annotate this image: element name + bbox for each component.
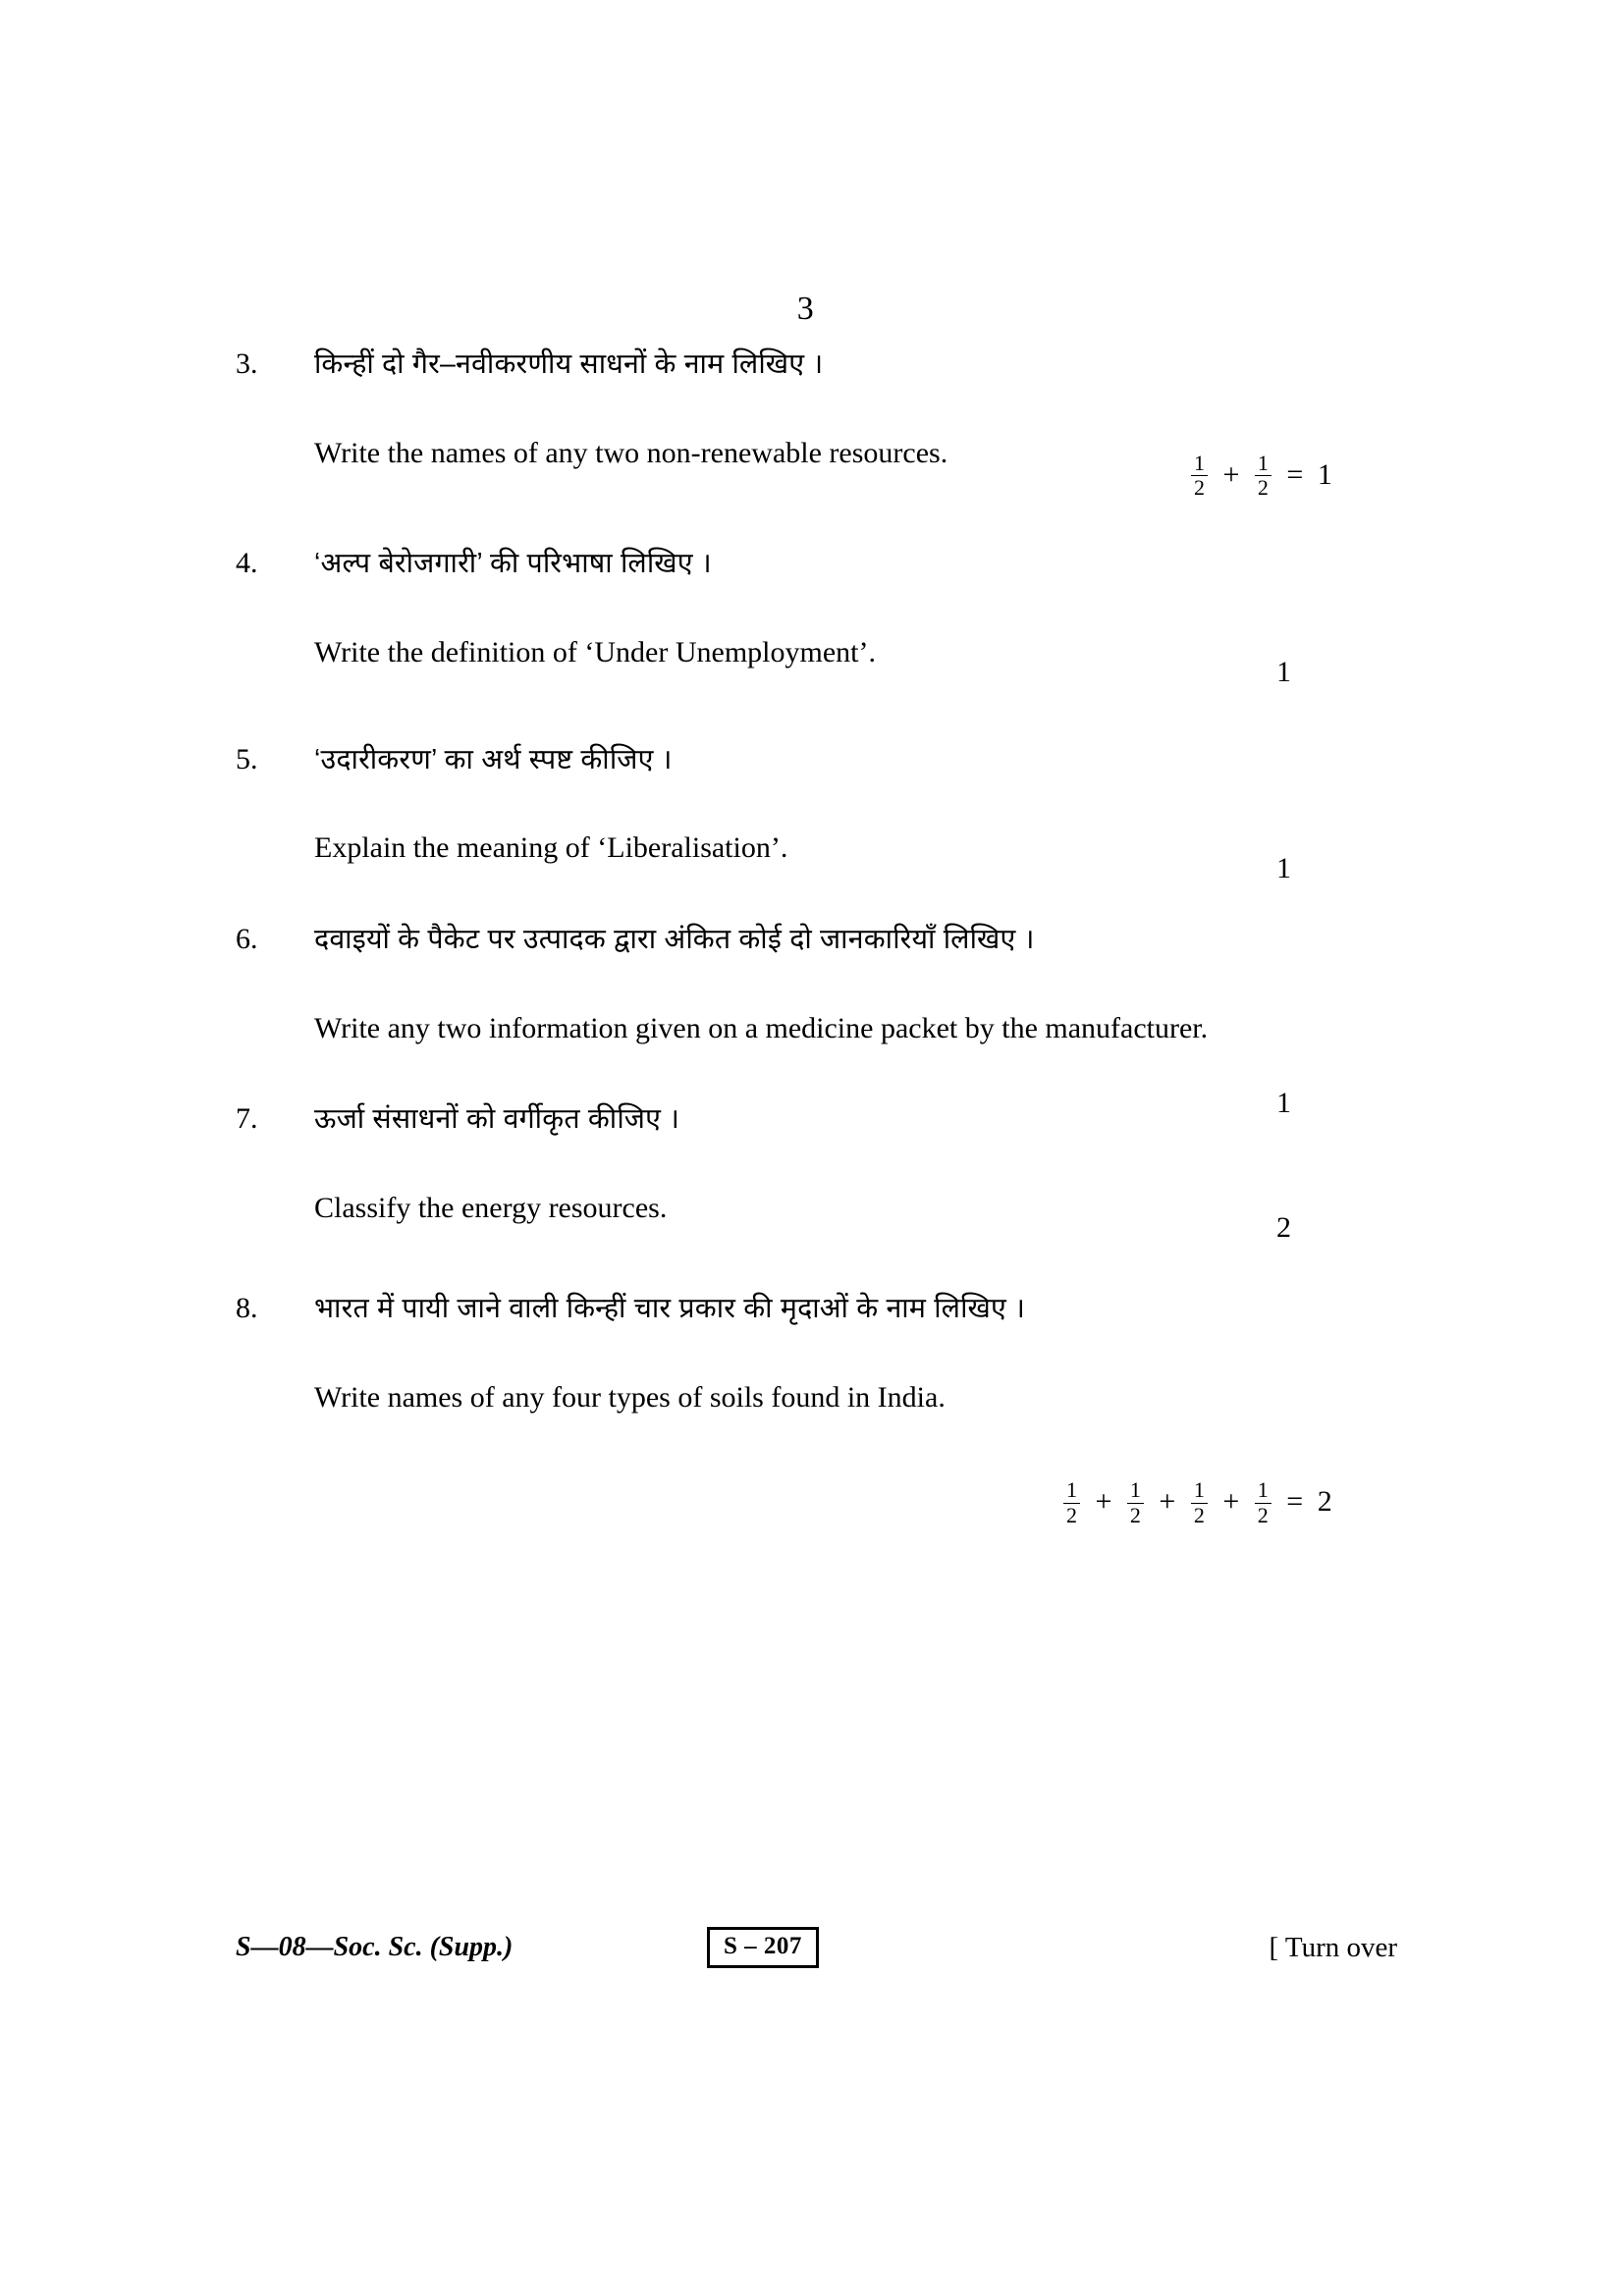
plus-sign: + [1222,1485,1240,1519]
footer-subject-code: S—08—Soc. Sc. (Supp.) [236,1932,514,1962]
question-block [236,543,1394,689]
spacer [314,1141,1394,1186]
question-text-hindi: ऊर्जा संसाधनों को वर्गीकृत कीजिए । [314,1103,680,1135]
marks-value: 1 [1276,851,1291,884]
plus-sign: + [1222,457,1240,491]
question-block [236,344,1394,501]
page-number-value: 3 [796,291,815,327]
fraction-one-half: $\frac{1}{2}$ [1191,1479,1208,1526]
question-text-hindi: दवाइयों के पैकेट पर उत्पादक द्वारा अंकित कोई दो जानकारियाँ लिखिए । [314,923,1035,955]
marks-value: 1 [1276,1086,1291,1119]
marks-total: 2 [1317,1485,1332,1519]
page-number [0,291,1623,328]
plus-sign: + [1095,1485,1112,1519]
spacer [314,961,1394,1006]
fraction-one-half: $\frac{1}{2}$ [1127,1479,1144,1526]
question-text-english: Write the names of any two non-renewable resources. [314,436,948,469]
fraction-one-half: $\frac{1}{2}$ [1255,1479,1271,1526]
question-text-english: Explain the meaning of ‘Liberalisation’. [314,831,788,865]
question-text-english: Classify the energy resources. [314,1191,668,1224]
spacer [314,585,1394,630]
question-text-english: Write names of any four types of soils found in India. [314,1381,946,1414]
question-number: 4. [236,547,258,580]
paper-code-box: S – 207 [707,1927,819,1968]
question-number: 7. [236,1102,258,1135]
question-text-hindi: ‘अल्प बेरोजगारी’ की परिभाषा लिखिए । [314,548,712,580]
marks-value [1190,451,1386,501]
plus-sign: + [1159,1485,1176,1519]
fraction-one-half: $\frac{1}{2}$ [1191,453,1208,500]
question-text-hindi: किन्हीं दो गैर–नवीकरणीय साधनों के नाम लिखिए । [314,348,824,380]
question-number: 6. [236,922,258,955]
question-block [236,739,1394,884]
question-block [236,1288,1394,1527]
footer-paper-code [707,1927,819,1968]
question-number: 3. [236,347,258,380]
question-text-english: Write the definition of ‘Under Unemployment’. [314,636,876,668]
footer-turn-over: [ Turn over [1269,1932,1397,1963]
question-block [236,1098,1394,1244]
spacer [314,780,1394,826]
marks-total: 1 [1317,457,1332,491]
question-text-english: Write any two information given on a medicine packet by the manufacturer. [314,1011,1209,1044]
spacer [314,386,1394,431]
question-text-hindi: ‘उदारीकरण’ का अर्थ स्पष्ट कीजिए । [314,743,673,775]
question-text-hindi: भारत में पायी जाने वाली किन्हीं चार प्रकार की मृदाओं के नाम लिखिए । [314,1293,1026,1325]
fraction-one-half: $\frac{1}{2}$ [1063,1479,1080,1526]
spacer [314,1330,1394,1375]
questions-container [236,344,1394,1527]
equals-sign: = [1286,1485,1304,1519]
marks-value [1062,1477,1386,1527]
equals-sign: = [1286,457,1304,491]
marks-value: 2 [1276,1211,1291,1244]
marks-value: 1 [1276,656,1291,689]
question-number: 5. [236,742,258,775]
fraction-one-half: $\frac{1}{2}$ [1255,453,1271,500]
page-footer [236,1932,1397,1977]
question-number: 8. [236,1292,258,1325]
